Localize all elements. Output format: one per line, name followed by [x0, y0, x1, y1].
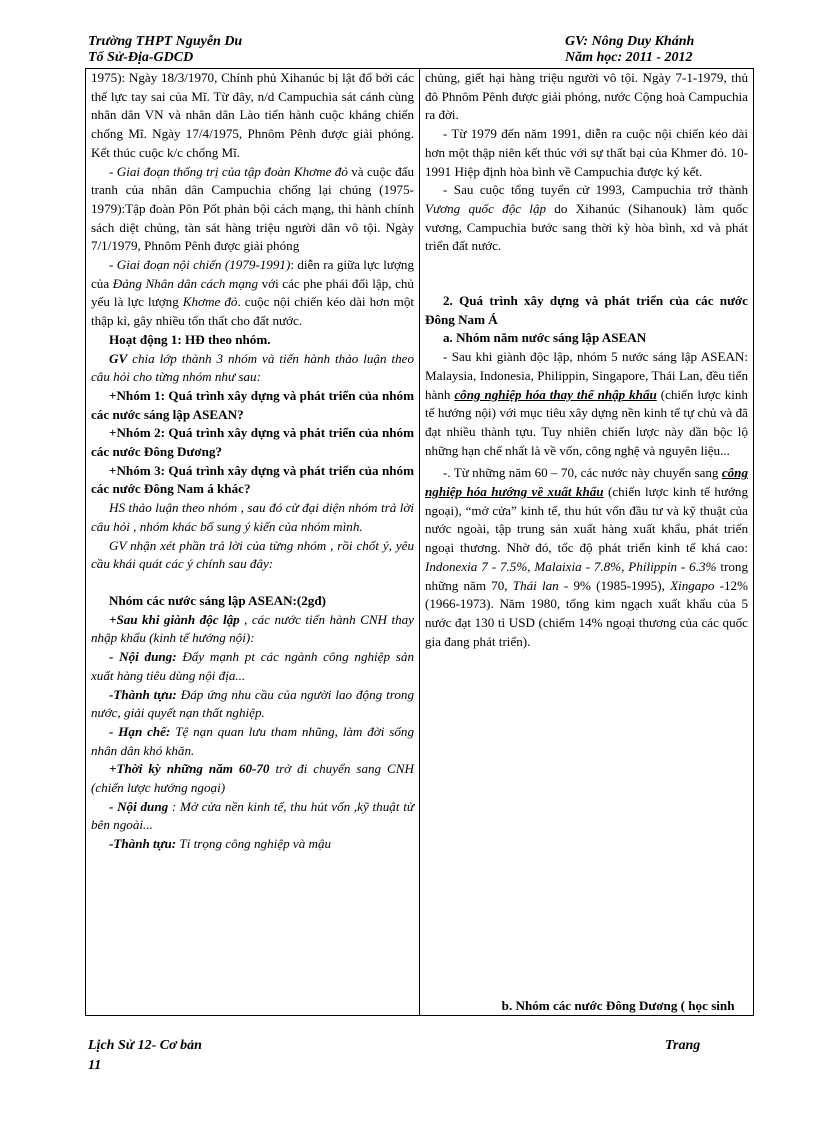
paragraph: chủng, giết hại hàng triệu người vô tội. Ngày 7-1-1979, thủ đô Phnôm Pênh được giải phóng, nước Cộng hoà Campuchia ra đời.	[425, 70, 748, 123]
paragraph: +Sau khi giành độc lập , các nước tiến hành CNH thay nhập khẩu (kinh tế hướng nội):	[91, 611, 414, 646]
paragraph: - Nội dung : Mở cửa nền kinh tế, thu hút vốn ,kỹ thuật từ bên ngoài...	[91, 798, 414, 833]
footer-page-label: Trang	[665, 1038, 701, 1053]
paragraph: HS thảo luận theo nhóm , sau đó cử đại diện nhóm trả lời câu hỏi , nhóm khác bổ sung ý kiến của nhóm mình.	[91, 500, 414, 534]
right-column	[420, 69, 754, 1016]
paragraph: -Thành tựu: Tỉ trọng công nghiệp và mậu	[109, 836, 332, 852]
school-year: Năm học: 2011 - 2012	[565, 50, 693, 65]
activity-heading: Hoạt động 1: HĐ theo nhóm.	[109, 331, 271, 347]
lesson-table	[85, 68, 754, 1016]
paragraph: - Sau cuộc tổng tuyển cử 1993, Campuchia trở thành Vương quốc độc lập do Xihanúc (Sihanouk) làm quốc vương, Campuchia bước sang thời kỳ hòa bình, xd và phát triển đất nước.	[425, 182, 748, 254]
group-question-2: +Nhóm 2: Quá trình xây dựng và phát triển của nhóm các nước Đông Dương?	[91, 425, 414, 460]
department-name: Tổ Sử-Địa-GDCD	[88, 50, 194, 65]
paragraph: - Sau khi giành độc lập, nhóm 5 nước sáng lập ASEAN: Malaysia, Indonesia, Philippin, Singapore, Thái Lan, đều tiến hành công nghiệp hóa thay thế nhập khẩu (chiến lược kinh tế hướng nội) với mục tiêu xây dựng nền kinh tế tự chủ và đã đạt nhiều thành tựu. Tuy nhiên chiến lược này dần bộc lộ những hạn chế nhất là về vốn, công nghệ và nguyên liệu...	[425, 349, 748, 458]
school-name: Trường THPT Nguyễn Du	[88, 34, 243, 49]
paragraph: GV chia lớp thành 3 nhóm và tiến hành thảo luận theo câu hỏi cho từng nhóm như sau:	[91, 350, 414, 385]
paragraph: +Thời kỳ những năm 60-70 trở đi chuyển sang CNH (chiến lược hướng ngoại)	[91, 761, 414, 796]
group-question-3: +Nhóm 3: Quá trình xây dựng và phát triển của nhóm các nước Đông Nam á khác?	[91, 462, 414, 497]
paragraph: - Giai đoạn nội chiến (1979-1991): diễn ra giữa lực lượng của Đảng Nhân dân cách mạng với các phe phái đối lập, chủ yếu là lực lượng Khơme đỏ. cuộc nội chiến kéo dài hơn một thập kỉ, gây nhiều tổn thất cho đất nước.	[91, 257, 415, 329]
teacher-name: GV: Nông Duy Khánh	[565, 34, 695, 49]
paragraph: - Hạn chế: Tệ nạn quan lưu tham nhũng, làm đời sống nhân dân khó khăn.	[91, 723, 414, 758]
group-question-1: +Nhóm 1: Quá trình xây dựng và phát triển của nhóm các nước sáng lập ASEAN?	[91, 387, 414, 422]
paragraph: - Giai đoạn thống trị của tập đoàn Khơme đỏ và cuộc đấu tranh của nhân dân Campuchia chống lại chúng (1975-1979):Tập đoàn Pôn Pốt phản bội cách mạng, thi hành chính sách diệt chủng, tàn sát hàng triệu người dân vô tội. Ngày 7/1/1979, Phnôm Pênh được giải phóng	[91, 163, 414, 254]
subsection-heading: b. Nhóm các nước Đông Dương ( học sinh	[501, 997, 735, 1013]
page-number: 11	[88, 1058, 102, 1073]
header-right	[565, 34, 694, 66]
paragraph: - Từ 1979 đến năm 1991, diễn ra cuộc nội chiến kéo dài hơn một thập niên kết thúc với sự thất bại của Khmer đỏ. 10-1991 Hiệp định hòa bình về Campuchia được ký kết.	[425, 126, 748, 179]
header-left	[88, 34, 242, 66]
paragraph: -Thành tựu: Đáp ứng nhu cầu của người lao động trong nước, giải quyết nạn thất nghiệp.	[91, 686, 414, 721]
paragraph: GV nhận xét phần trả lời của từng nhóm , rồi chốt ý, yêu cầu khái quát các ý chính sau đây:	[91, 537, 414, 572]
paragraph: - Nội dung: Đẩy mạnh pt các ngành công nghiệp sản xuất hàng tiêu dùng nội địa...	[91, 649, 414, 683]
paragraph: 1975): Ngày 18/3/1970, Chính phủ Xihanúc bị lật đổ bởi các thế lực tay sai của Mĩ. Từ đây, n/d Campuchia sát cánh cùng nhân dân VN và nhân dân Lào tiến hành cuộc kháng chiến chống Mĩ. Ngày 17/4/1975, Phnôm Pênh được giải phóng. Kết thúc cuộc k/c chống Mĩ.	[91, 70, 414, 160]
group-heading: Nhóm các nước sáng lập ASEAN:(2gđ)	[109, 592, 326, 608]
subsection-heading: a. Nhóm năm nước sáng lập ASEAN	[443, 330, 647, 346]
left-column	[86, 69, 420, 1016]
footer-left	[88, 1036, 202, 1076]
section-heading: 2. Quá trình xây dựng và phát triển của các nước Đông Nam Á	[425, 293, 748, 327]
footer-subject: Lịch Sử 12- Cơ bản	[88, 1038, 202, 1053]
paragraph: -. Từ những năm 60 – 70, các nước này chuyển sang công nghiệp hóa hướng về xuất khẩu (chiến lược kinh tế hướng ngoại), “mở cửa” kinh tế, thu hút vốn đầu tư và kỹ thuật của nước ngoài, tập trung sản xuất hàng xuất khẩu, phát triển ngoại thương. Nhờ đó, tốc độ phát triển kinh tế khá cao: Indonexia 7 - 7.5%, Malaixia - 7.8%, Philippin - 6.3% trong những năm 70, Thái lan - 9% (1985-1995), Xingapo -12% (1966-1973). Năm 1980, tổng kim ngạch xuất khẩu của 5 nước đạt 130 tỉ USD (chiếm 14% ngoại thương của các quốc gia đang phát triển).	[425, 465, 748, 649]
